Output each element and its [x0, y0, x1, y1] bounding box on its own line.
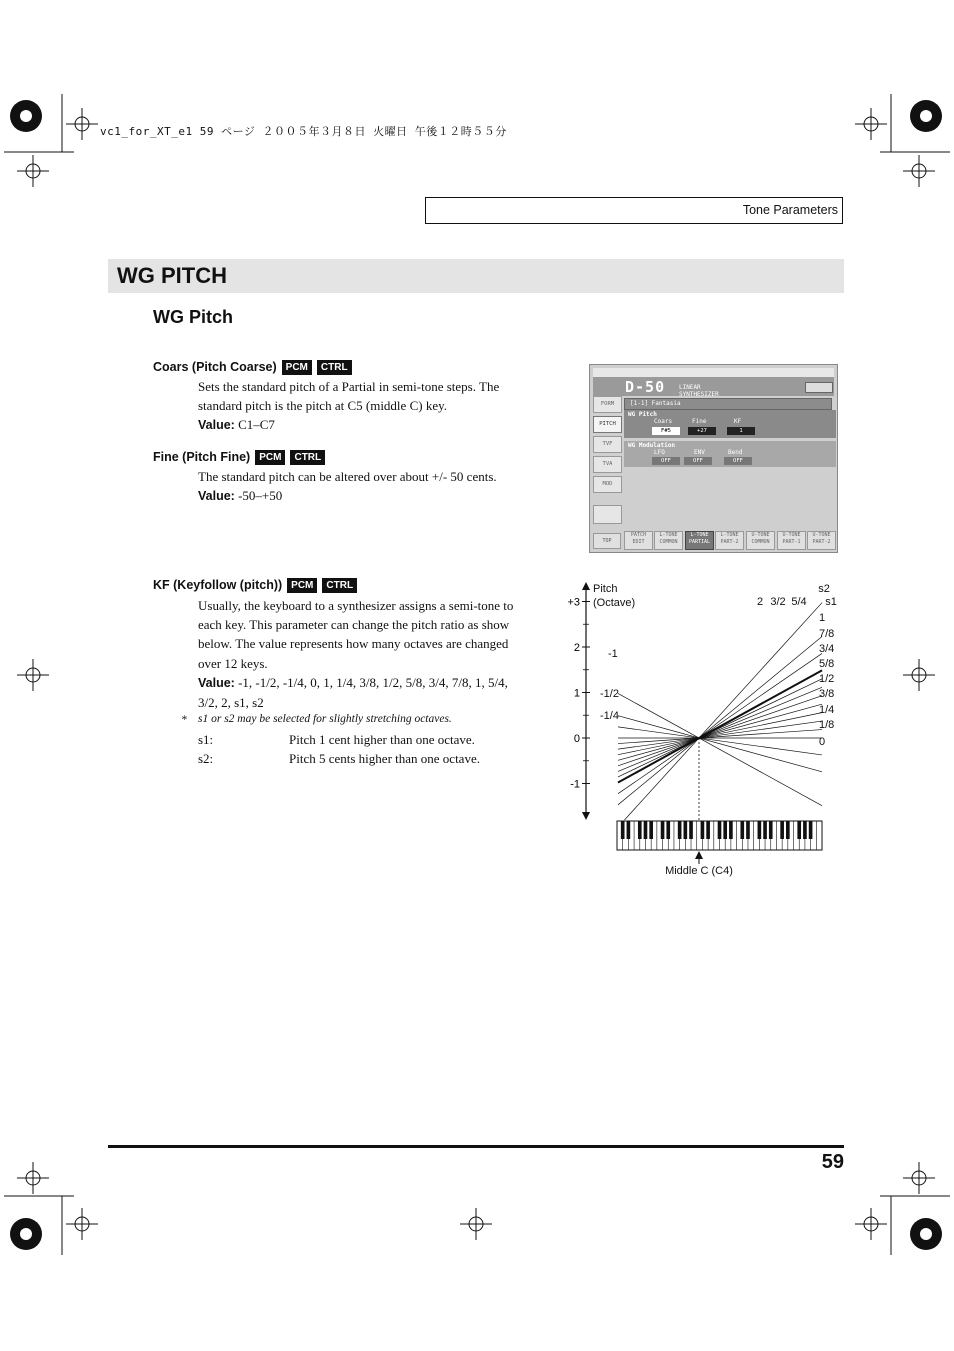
def-term: s2:: [198, 751, 214, 766]
param-value[interactable]: +27: [688, 427, 716, 435]
side-tab[interactable]: [593, 436, 622, 453]
y-axis-arrow-top: [582, 582, 590, 590]
footer-rule: [108, 1145, 844, 1148]
screen-logo-sub: LINEAR SYNTHESIZER: [679, 384, 719, 398]
section-banner: [108, 259, 844, 293]
screen-badge: [805, 382, 833, 393]
black-key: [701, 821, 705, 839]
text-line: over 12 keys.: [198, 655, 268, 671]
black-key: [758, 821, 762, 839]
subsection-title: WG Pitch: [153, 307, 233, 327]
text-line: standard pitch is the pitch at C5 (middle C) key.: [198, 398, 447, 414]
param-label: LFO: [654, 449, 665, 456]
y-tick-label: 1: [573, 687, 580, 700]
kf-line: [618, 687, 822, 771]
param-heading: [153, 450, 325, 465]
param-value[interactable]: OFF: [652, 457, 680, 465]
value-label: Value:: [198, 418, 235, 433]
def-term: s1:: [198, 732, 214, 747]
value-text: C1–C7: [238, 417, 275, 433]
black-key: [786, 821, 790, 839]
synth-screen: [589, 364, 838, 553]
text-line: Usually, the keyboard to a synthesizer assigns a semi-tone to: [198, 598, 514, 613]
text-line: Sets the standard pitch of a Partial in semi-tone steps. The: [198, 379, 500, 394]
screen-knob-icon[interactable]: [593, 505, 622, 524]
chart-label: s2: [818, 583, 830, 595]
side-tab-label: TVF: [602, 441, 613, 447]
def-desc: Pitch 5 cents higher than one octave.: [289, 751, 480, 766]
param-description: [198, 596, 558, 712]
kf-line: [618, 637, 822, 805]
param-label: KF: [734, 418, 742, 425]
pcm-badge: PCM: [282, 360, 312, 375]
param-value[interactable]: F#5: [652, 427, 680, 435]
black-key: [644, 821, 648, 839]
text-line: below. The value represents how many octaves are changed: [198, 636, 509, 652]
bottom-tab[interactable]: U-TONE PART-1: [777, 531, 806, 550]
side-tab-label: FORM: [600, 401, 615, 407]
chart-label: 3/2: [770, 596, 786, 608]
bottom-tabs: [593, 531, 836, 549]
bottom-tab-active[interactable]: L-TONE PARTIAL: [685, 531, 714, 550]
param-label: Coars: [654, 418, 673, 425]
chart-label: s1: [825, 596, 837, 608]
side-tab[interactable]: [593, 416, 622, 433]
chart-label: 3/8: [819, 688, 835, 700]
black-key: [706, 821, 710, 839]
chart-label: 2: [756, 596, 764, 608]
wg-pitch-group: [624, 410, 836, 438]
black-key: [797, 821, 801, 839]
black-key: [649, 821, 653, 839]
note-text: s1 or s2 may be selected for slightly stretching octaves.: [198, 713, 452, 725]
value-text: -50–+50: [238, 488, 283, 504]
param-value[interactable]: OFF: [724, 457, 752, 465]
param-label: Fine: [692, 418, 707, 425]
pcm-badge: PCM: [287, 578, 317, 593]
param-description: [198, 377, 558, 436]
chart-label: -1: [608, 648, 618, 660]
chart-label: Middle C (C4): [665, 865, 733, 877]
y-axis-arrow-bottom: [582, 812, 590, 820]
side-tab[interactable]: [593, 476, 622, 493]
def-desc: Pitch 1 cent higher than one octave.: [289, 732, 475, 747]
black-key: [763, 821, 767, 839]
chart-label: 3/4: [819, 643, 835, 655]
black-key: [621, 821, 625, 839]
black-key: [746, 821, 750, 839]
running-header: [425, 197, 843, 224]
param-heading: [153, 578, 357, 593]
section-title: WG PITCH: [117, 263, 227, 288]
side-tab[interactable]: [593, 456, 622, 473]
side-tab-label: MOD: [602, 481, 613, 487]
param-name: Coars (Pitch Coarse): [153, 360, 277, 374]
side-tab[interactable]: [593, 396, 622, 413]
black-key: [723, 821, 727, 839]
value-label: Value:: [198, 489, 235, 504]
param-name: KF (Keyfollow (pitch)): [153, 578, 283, 592]
wg-modulation-group: [624, 441, 836, 467]
kf-line: [618, 653, 822, 793]
black-key: [638, 821, 642, 839]
side-tab-label: PITCH: [599, 421, 616, 427]
chart-label: -1/2: [600, 688, 619, 700]
y-tick-label: -1: [570, 778, 580, 791]
param-name: Fine (Pitch Fine): [153, 450, 251, 464]
kf-line: [624, 603, 822, 820]
black-key: [809, 821, 813, 839]
chart-label: 1: [819, 612, 826, 624]
page-number: 59: [821, 1151, 844, 1173]
chart-label: -1/4: [600, 710, 619, 722]
param-value[interactable]: OFF: [684, 457, 712, 465]
kf-line: [618, 716, 822, 772]
ctrl-badge: CTRL: [290, 450, 325, 465]
patch-bar: [624, 398, 832, 410]
kf-line: [618, 693, 822, 805]
kf-line: [618, 679, 822, 777]
black-key: [803, 821, 807, 839]
kf-line: [618, 730, 822, 744]
patch-name: [1-1] Fantasia: [630, 400, 681, 407]
kf-line: [618, 704, 822, 760]
y-tick-label: 2: [573, 642, 580, 654]
screen-logo: D-50: [625, 378, 666, 396]
pcm-badge: PCM: [255, 450, 285, 465]
param-heading: [153, 360, 352, 375]
black-key: [684, 821, 688, 839]
black-key: [661, 821, 665, 839]
chart-label: (Octave): [593, 597, 636, 609]
side-tab-label: TVA: [602, 461, 613, 467]
black-key: [666, 821, 670, 839]
bottom-tab-top[interactable]: TOP: [593, 533, 621, 549]
text-line: each key. This parameter can change the pitch ratio as show: [198, 617, 510, 633]
black-key: [769, 821, 773, 839]
param-label: Bend: [728, 449, 743, 456]
chart-label: 1/4: [819, 704, 835, 716]
text-line: 3/2, 2, s1, s2: [198, 695, 264, 711]
black-key: [740, 821, 744, 839]
value-text: -1, -1/2, -1/4, 0, 1, 1/4, 3/8, 1/2, 5/8, 3/4, 7/8, 1, 5/4,: [238, 674, 508, 690]
param-value[interactable]: 1: [727, 427, 755, 435]
chart-label: 5/8: [819, 658, 835, 670]
bottom-tab[interactable]: PATCH EDIT: [624, 531, 653, 550]
bottom-tab[interactable]: U-TONE COMMON: [746, 531, 775, 550]
group-title: WG Modulation: [628, 442, 675, 449]
chart-label: 7/8: [819, 628, 835, 640]
keyfollow-chart: [560, 578, 850, 883]
y-tick-label: 0: [573, 733, 580, 745]
value-line: [198, 486, 558, 506]
param-label: ENV: [694, 449, 705, 456]
chart-label: 0: [819, 736, 826, 748]
screen-header: [593, 377, 834, 396]
chart-label: Pitch: [593, 583, 618, 595]
ctrl-badge: CTRL: [317, 360, 352, 375]
value-line: [198, 415, 558, 435]
black-key: [678, 821, 682, 839]
black-key: [627, 821, 631, 839]
y-tick-label: +3: [567, 596, 580, 609]
kf-line: [618, 713, 822, 755]
param-description: [198, 467, 558, 506]
header-label: Tone Parameters: [742, 203, 838, 217]
value-label: Value:: [198, 675, 235, 690]
bottom-tab[interactable]: L-TONE COMMON: [654, 531, 683, 550]
value-line: [198, 673, 558, 693]
note-mark: *: [181, 714, 187, 726]
chart-label: 5/4: [791, 596, 807, 608]
bottom-tab[interactable]: U-TONE PART-2: [807, 531, 836, 550]
black-key: [689, 821, 693, 839]
kf-line: [618, 721, 822, 749]
ctrl-badge: CTRL: [322, 578, 357, 593]
text-line: The standard pitch can be altered over about +/- 50 cents.: [198, 469, 497, 484]
bottom-tab[interactable]: L-TONE PART-2: [715, 531, 744, 550]
chart-label: 1/8: [819, 719, 835, 731]
print-header: vc1_for_XT_e1 59 ページ ２００５年３月８日 火曜日 午後１２時５５分: [100, 125, 507, 138]
black-key: [780, 821, 784, 839]
chart-label: 1/2: [819, 673, 835, 685]
middle-c-arrow: [695, 851, 703, 859]
group-title: WG Pitch: [628, 411, 657, 418]
black-key: [729, 821, 733, 839]
black-key: [718, 821, 722, 839]
